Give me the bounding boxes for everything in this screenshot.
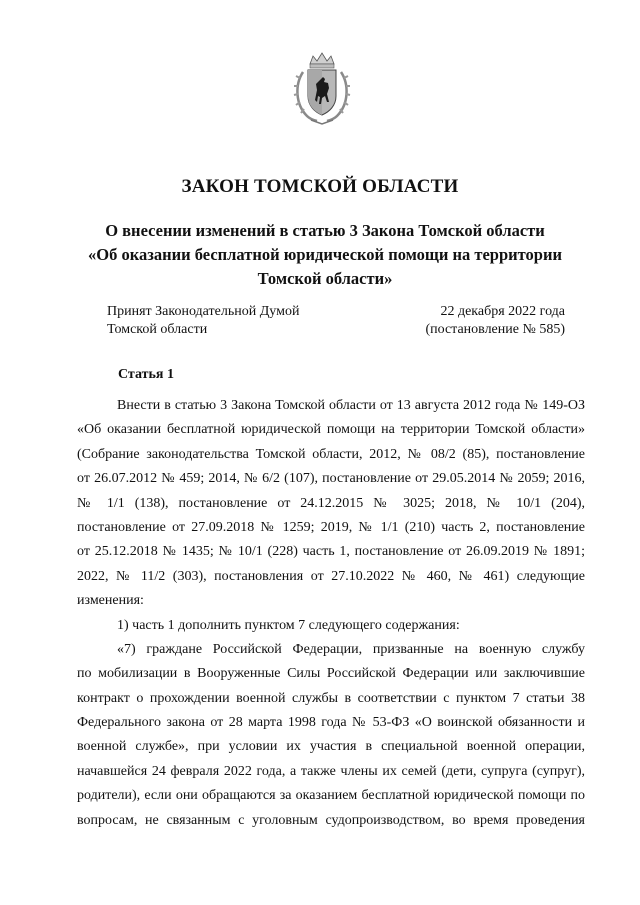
paragraph-line: начавшейся 24 февраля 2022 года, а также члены их семей (дети, супруга (супруг), <box>77 763 585 779</box>
adoption-resolution-line: (постановление № 585) <box>425 322 565 337</box>
article-body <box>77 394 585 833</box>
adoption-body-line: Томской области <box>107 322 208 337</box>
paragraph-line: «7) граждане Российской Федерации, призванные на военную службу <box>117 641 585 657</box>
law-title: ЗАКОН ТОМСКОЙ ОБЛАСТИ <box>181 176 459 197</box>
law-subtitle <box>60 219 590 291</box>
coat-of-arms-icon <box>293 50 351 126</box>
paragraph-line: № 1/1 (138), постановление от 24.12.2015 № 3025; 2018, № 10/1 (204), <box>77 495 585 511</box>
paragraph-line: Внести в статью 3 Закона Томской области от 13 августа 2012 года № 149-ОЗ <box>117 398 585 413</box>
list-item-line: 1) часть 1 дополнить пунктом 7 следующего содержания: <box>117 617 460 633</box>
subtitle-line: «Об оказании бесплатной юридической помощи на территории <box>88 245 562 264</box>
paragraph-line: постановление от 27.09.2018 № 1259; 2019, № 1/1 (210) часть 2, постановление <box>77 519 585 535</box>
adoption-date-line: 22 декабря 2022 года <box>440 304 565 319</box>
subtitle-line: Томской области» <box>257 269 393 288</box>
paragraph-line: вопросам, не связанным с уголовным судопроизводством, во время проведения <box>77 812 585 828</box>
subtitle-line: О внесении изменений в статью 3 Закона Томской области <box>105 221 545 240</box>
paragraph-line: родители), если они обращаются за оказанием бесплатной юридической помощи по <box>77 788 585 804</box>
article-heading: Статья 1 <box>118 367 174 382</box>
paragraph-line: Федерального закона от 28 марта 1998 года № 53-ФЗ «О воинской обязанности и <box>77 715 585 731</box>
adoption-body <box>107 303 299 339</box>
paragraph-line: военной службе», при условии их участия в специальной военной операции, <box>77 739 585 755</box>
adoption-date <box>425 303 565 339</box>
paragraph-line: по мобилизации в Вооруженные Силы Российской Федерации или заключившие <box>77 666 585 682</box>
paragraph-line: изменения: <box>77 593 144 609</box>
paragraph-line: от 26.07.2012 № 459; 2014, № 6/2 (107), постановление от 29.05.2014 № 2059; 2016, <box>77 471 585 487</box>
paragraph-line: «Об оказании бесплатной юридической помощи на территории Томской области» <box>77 422 585 438</box>
paragraph-line: (Собрание законодательства Томской области, 2012, № 08/2 (85), постановление <box>77 446 585 462</box>
paragraph-line: 2022, № 11/2 (303), постановления от 27.10.2022 № 460, № 461) следующие <box>77 568 585 584</box>
paragraph-line: контракт о прохождении военной службы в соответствии с пунктом 7 статьи 38 <box>77 690 585 706</box>
paragraph-line: от 25.12.2018 № 1435; № 10/1 (228) часть 1, постановление от 26.09.2019 № 1891; <box>77 544 585 560</box>
adoption-body-line: Принят Законодательной Думой <box>107 304 300 319</box>
